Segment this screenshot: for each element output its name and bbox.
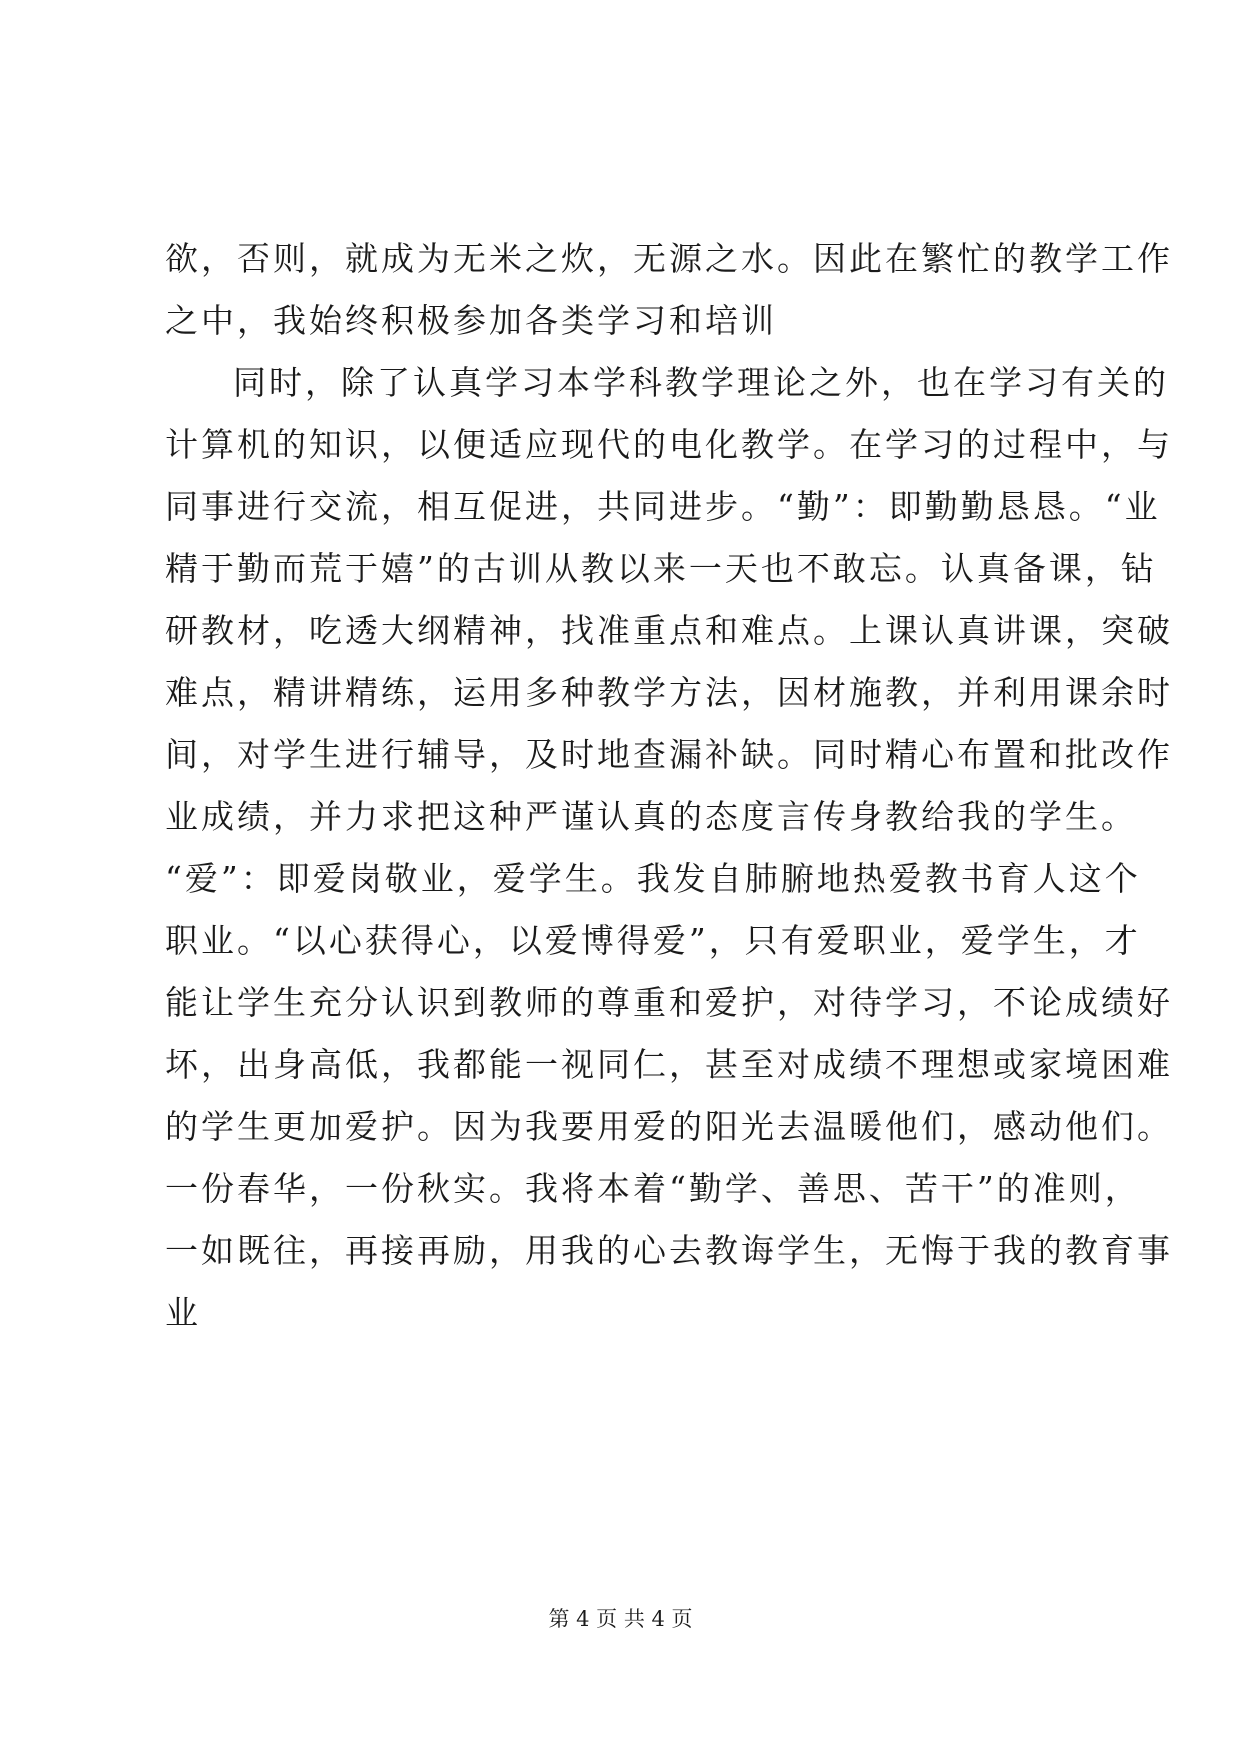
text-line: 研教材，吃透大纲精神，找准重点和难点。上课认真讲课，突破 <box>165 611 1173 650</box>
text-line: 之中，我始终积极参加各类学习和培训 <box>165 301 777 340</box>
text-line: 职业。“以心获得心，以爱博得爱”，只有爱职业，爱学生，才 <box>165 921 1141 960</box>
text-line: “爱”：即爱岗敬业，爱学生。我发自肺腑地热爱教书育人这个 <box>165 859 1141 898</box>
text-line: 一份春华，一份秋实。我将本着“勤学、善思、苦干”的准则， <box>165 1169 1141 1208</box>
body-text <box>165 228 1173 1344</box>
text-line: 业成绩，并力求把这种严谨认真的态度言传身教给我的学生。 <box>165 797 1137 836</box>
page-number-footer: 第 4 页 共 4 页 <box>548 1607 693 1631</box>
text-line: 欲，否则，就成为无米之炊，无源之水。因此在繁忙的教学工作 <box>165 239 1173 278</box>
text-line: 一如既往，再接再励，用我的心去教诲学生，无悔于我的教育事 <box>165 1231 1173 1270</box>
text-line: 坏，出身高低，我都能一视同仁，甚至对成绩不理想或家境困难 <box>165 1045 1173 1084</box>
text-line: 同事进行交流，相互促进，共同进步。“勤”：即勤勤恳恳。“业 <box>165 487 1161 526</box>
text-line: 能让学生充分认识到教师的尊重和爱护，对待学习，不论成绩好 <box>165 983 1173 1022</box>
text-line: 精于勤而荒于嬉”的古训从教以来一天也不敢忘。认真备课，钻 <box>165 549 1157 588</box>
text-line: 的学生更加爱护。因为我要用爱的阳光去温暖他们，感动他们。 <box>165 1107 1173 1146</box>
text-line: 计算机的知识，以便适应现代的电化教学。在学习的过程中，与 <box>165 425 1173 464</box>
paragraph-first-line: 同时，除了认真学习本学科教学理论之外，也在学习有关的 <box>233 363 1169 402</box>
text-line: 难点，精讲精练，运用多种教学方法，因材施教，并利用课余时 <box>165 673 1173 712</box>
text-line: 业 <box>165 1293 201 1332</box>
text-line: 间，对学生进行辅导，及时地查漏补缺。同时精心布置和批改作 <box>165 735 1173 774</box>
